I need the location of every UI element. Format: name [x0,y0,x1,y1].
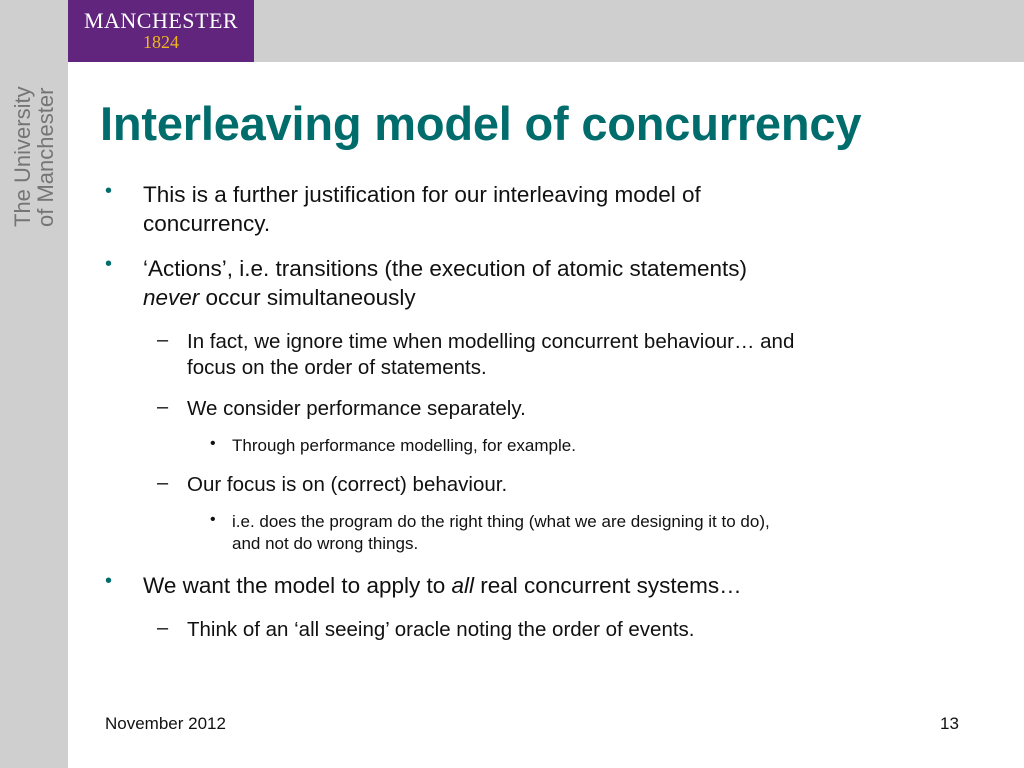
university-logo [68,0,254,62]
side-wordmark-line2: of Manchester [33,87,58,227]
sub-sub-bullet-2c1-line2: and not do wrong things. [232,534,419,553]
sub-bullet-2c-line1: Our focus is on (correct) behaviour. [187,473,508,496]
sub-bullet-2c [187,472,507,498]
small-bullet-marker: • [210,511,216,528]
bullet-2-line1: ‘Actions’, i.e. transitions (the execution of atomic statements) [143,256,748,281]
bullet-3-post: real concurrent systems… [474,573,742,598]
sub-bullet-2a-line2: focus on the order of statements. [187,356,487,379]
bullet-2-line2 [143,283,747,312]
bullet-1 [143,180,701,238]
dash-marker: – [157,472,169,494]
bullet-3-emphasis: all [451,573,475,598]
dash-marker: – [157,617,169,639]
sub-sub-bullet-2c1-line1: i.e. does the program do the right thing (what we are designing it to do), [232,512,770,531]
sub-sub-bullet-2b1-line1: Through performance modelling, for example. [232,436,576,455]
bullet-marker: • [105,570,113,592]
footer-date: November 2012 [105,714,226,733]
sub-bullet-2a [187,329,794,381]
bullet-marker: • [105,253,113,275]
sub-bullet-2b-line1: We consider performance separately. [187,397,526,420]
bullet-3-line1 [143,571,742,600]
dash-marker: – [157,396,169,418]
bullet-3 [143,571,742,600]
sub-sub-bullet-2b1 [232,435,576,457]
sub-bullet-3a [187,617,695,643]
logo-year: 1824 [143,32,179,52]
bullet-3-pre: We want the model to apply to [143,573,452,598]
logo-name: MANCHESTER [83,8,239,33]
bullet-2 [143,254,747,312]
sub-bullet-2a-line1: In fact, we ignore time when modelling concurrent behaviour… and [187,330,795,353]
bullet-1-line2: concurrency. [143,211,271,236]
dash-marker: – [157,329,169,351]
bullet-2-emphasis: never [143,285,200,310]
sub-bullet-3a-line1: Think of an ‘all seeing’ oracle noting the order of events. [187,618,695,641]
small-bullet-marker: • [210,435,216,452]
sub-sub-bullet-2c1 [232,511,770,555]
page-number: 13 [940,714,959,733]
slide-title: Interleaving model of concurrency [100,97,862,150]
bullet-marker: • [105,180,113,202]
bullet-1-line1: This is a further justification for our interleaving model of [143,182,701,207]
sub-bullet-2b [187,396,526,422]
bullet-2-line2-rest: occur simultaneously [199,285,416,310]
side-wordmark-line1: The University [10,86,35,227]
